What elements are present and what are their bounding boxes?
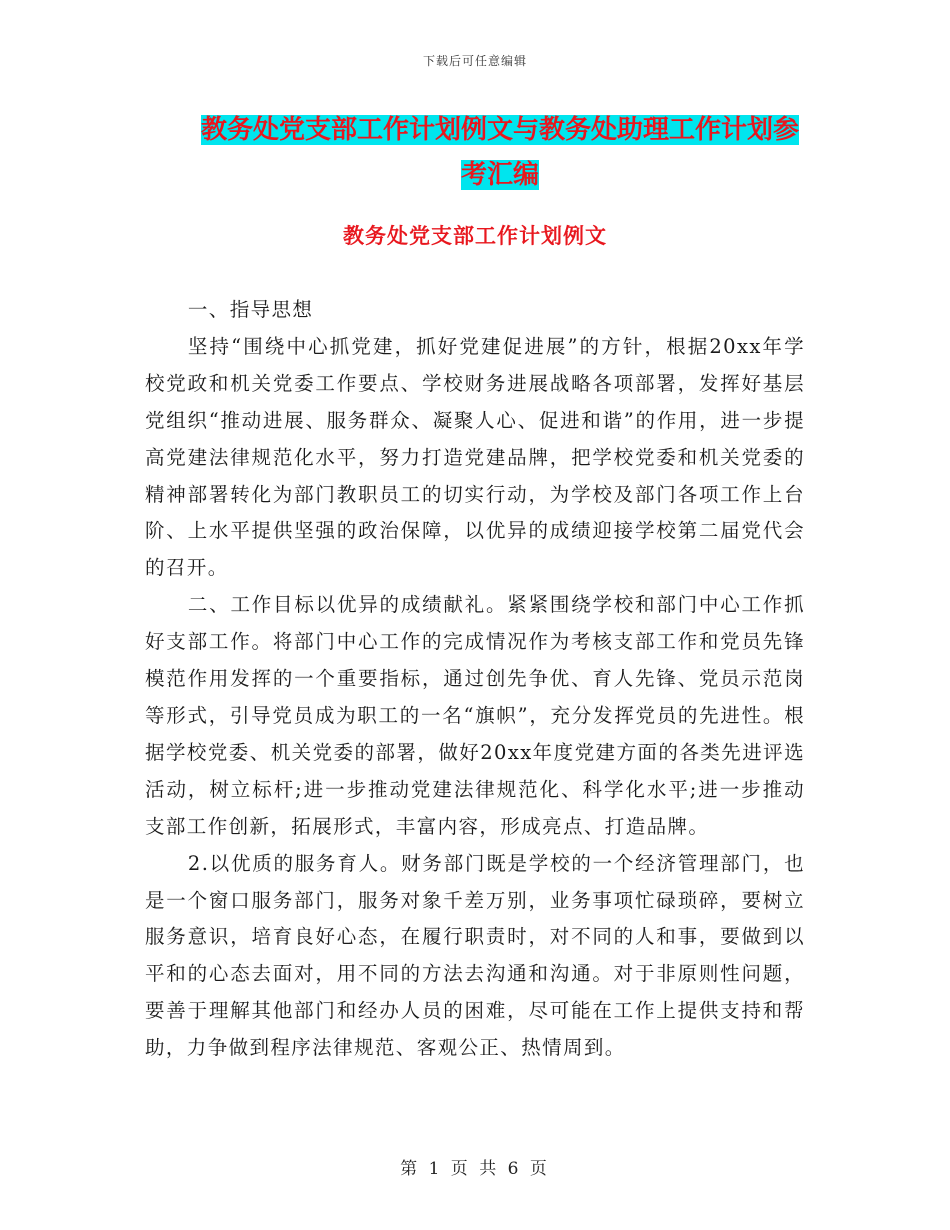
page-number-footer: 第 1 页 共 6 页 <box>400 1159 550 1179</box>
page-header-note: 下载后可任意编辑 <box>422 54 527 68</box>
document-title-line-1: 教务处党支部工作计划例文与教务处助理工作计划参 <box>200 115 799 145</box>
paragraph-heading-guiding-thought: 一、指导思想 <box>187 298 314 321</box>
document-title-line-2: 考汇编 <box>460 160 539 190</box>
paragraph: 坚持“围绕中心抓党建，抓好党建促进展”的方针，根据20xx年学校党政和机关党委工作要点、学校财务进展战略各项部署，发挥好基层党组织“推动进展、服务群众、凝聚人心、促进和谐”的作用，进一步提高党建法律规范化水平，努力打造党建品牌，把学校党委和机关党委的精神部署转化为部门教职员工的切实行动，为学校及部门各项工作上台阶、上水平提供坚强的政治保障，以优异的成绩迎接学校第二届党代会的召开。 <box>145 334 805 580</box>
document-body <box>145 292 805 1067</box>
paragraph: 2.以优质的服务育人。财务部门既是学校的一个经济管理部门，也是一个窗口服务部门，服务对象千差万别，业务事项忙碌琐碎，要树立服务意识，培育良好心态，在履行职责时，对不同的人和事，要做到以平和的心态去面对，用不同的方法去沟通和沟通。对于非原则性问题，要善于理解其他部门和经办人员的困难，尽可能在工作上提供支持和帮助，力争做到程序法律规范、客观公正、热情周到。 <box>145 851 805 1060</box>
section-title: 教务处党支部工作计划例文 <box>343 224 607 248</box>
document-title <box>190 108 810 198</box>
paragraph: 二、工作目标以优异的成绩献礼。紧紧围绕学校和部门中心工作抓好支部工作。将部门中心工作的完成情况作为考核支部工作和党员先锋模范作用发挥的一个重要指标，通过创先争优、育人先锋、党员示范岗等形式，引导党员成为职工的一名“旗帜”，充分发挥党员的先进性。根据学校党委、机关党委的部署，做好20xx年度党建方面的各类先进评选活动，树立标杆;进一步推动党建法律规范化、科学化水平;进一步推动支部工作创新，拓展形式，丰富内容，形成亮点、打造品牌。 <box>145 593 805 838</box>
